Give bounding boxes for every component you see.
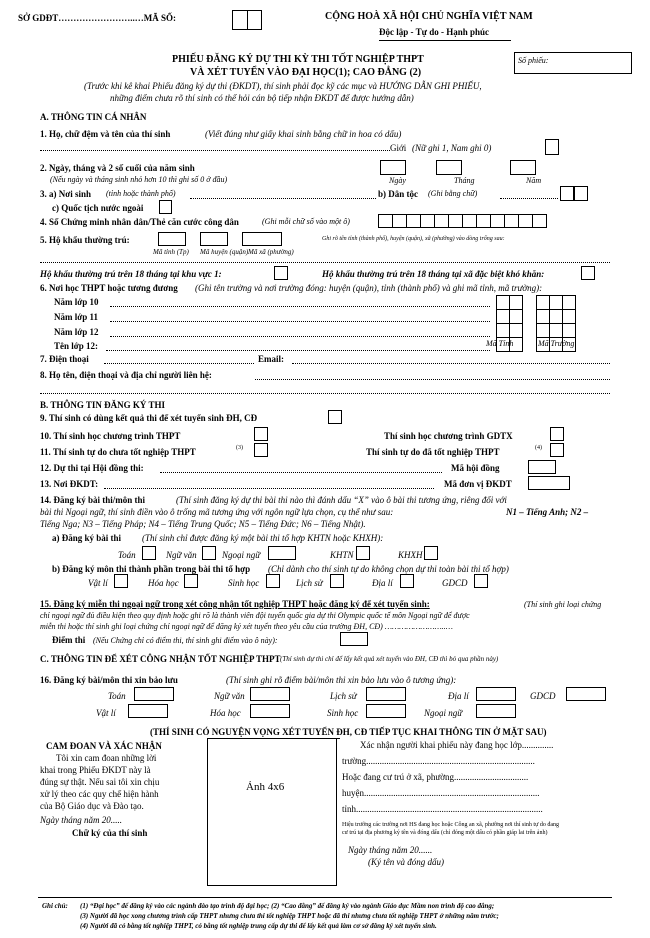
lop12-label: Năm lớp 12 (54, 327, 99, 337)
ma-huyen-box[interactable] (200, 232, 228, 246)
q13-label: 13. Nơi ĐKDT: (40, 479, 99, 489)
ma-truong-cell[interactable] (549, 309, 563, 324)
form-title-line2: VÀ XÉT TUYỂN VÀO ĐẠI HỌC(1); CAO ĐẲNG (2) (190, 67, 422, 78)
q14-label: 14. Đăng ký bài thi/môn thi (40, 495, 146, 505)
ma-xa-label: Mã xã (phường) (248, 248, 294, 256)
date-right: Ngày tháng năm 20...... (348, 845, 433, 855)
cam-doan-title: CAM ĐOAN VÀ XÁC NHẬN (46, 741, 162, 751)
xac-nhan-truong: trường........................................................................... (342, 756, 535, 766)
khxh-label: KHXH (398, 550, 423, 560)
q15-note1: (Thí sinh ghi loại chứng (524, 600, 602, 609)
toan-box[interactable] (142, 546, 156, 560)
ghi-chu-3: (4) Người đã có bằng tốt nghiệp THPT, có bằng tốt nghiệp trung cấp dự thi để lấy kết quả làm cơ sở đăng ký xét tuyển sinh. (80, 922, 437, 930)
diem-thi-box[interactable] (340, 632, 368, 646)
xac-nhan-cu-tru: Hoặc đang cư trú ở xã, phường................................. (342, 772, 529, 782)
q2-note: (Nếu ngày và tháng sinh nhỏ hơn 10 thì ghi số 0 ở đầu) (50, 175, 228, 184)
bl-dia-li-label: Địa lí (448, 691, 469, 701)
q10b-label: Thí sinh học chương trình GDTX (384, 431, 513, 441)
q16-note: (Thí sinh ghi rõ điểm bài/môn thi xin bảo lưu vào ô tương ứng): (226, 675, 457, 685)
ma-hoi-dong-box[interactable] (528, 460, 556, 474)
q3a-note: (tỉnh hoặc thành phố) (106, 189, 176, 198)
hk-khu-vuc1-label: Hộ khẩu thường trú trên 18 tháng tại khu vực 1: (40, 269, 222, 279)
q9-box[interactable] (328, 410, 342, 424)
gdcd-label: GDCD (442, 578, 468, 588)
q6-label: 6. Nơi học THPT hoặc tương đương (40, 283, 178, 293)
q14a-label: a) Đăng ký bài thi (52, 533, 122, 543)
q2-label: 2. Ngày, tháng và 2 số cuối của năm sinh (40, 163, 195, 173)
ma-truong-cell[interactable] (536, 309, 550, 324)
ma-hoi-dong-label: Mã hội đồng (451, 463, 500, 473)
cccd-digit-box[interactable] (518, 214, 533, 228)
cccd-digit-box[interactable] (476, 214, 491, 228)
so-gddt-label: SỞ GDĐT……………………..…MÃ SỐ: (18, 13, 177, 23)
xac-nhan-tinh: tỉnh................................................................................... (342, 804, 543, 814)
q9-label: 9. Thí sinh có dùng kết quả thi để xét tuyển sinh ĐH, CĐ (40, 413, 258, 423)
khtn-box[interactable] (356, 546, 370, 560)
q11b-label: Thí sinh tự do đã tốt nghiệp THPT (366, 447, 500, 457)
ma-truong-cell[interactable] (549, 295, 563, 310)
continue-note: (THÍ SINH CÓ NGUYỆN VỌNG XÉT TUYỂN ĐH, CĐ TIẾP TỤC KHAI THÔNG TIN Ở MẶT SAU) (150, 727, 547, 737)
ma-tinh-cell[interactable] (496, 295, 510, 310)
thang-box[interactable] (436, 160, 462, 175)
ma-tinh-cell[interactable] (509, 323, 523, 338)
bl-ngoai-ngu-label: Ngoại ngữ (424, 708, 463, 718)
q14-l3: Tiếng Nga; N3 – Tiếng Pháp; N4 – Tiếng Trung Quốc; N5 – Tiếng Đức; N6 – Tiếng Nhật). (40, 519, 366, 529)
ma-truong-cell[interactable] (536, 295, 550, 310)
q1-note: (Viết đúng như giấy khai sinh bằng chữ in hoa có dấu) (205, 129, 402, 139)
hk-xa-dbkk-label: Hộ khẩu thường trú trên 18 tháng tại xã đặc biệt khó khăn: (322, 269, 545, 279)
form-note-line1: (Trước khi kê khai Phiếu đăng ký dự thi (ĐKDT), thí sinh phải đọc kỹ các mục và HƯỚNG DẪN GHI PHIẾU, (84, 81, 482, 91)
q3b-label: b) Dân tộc (378, 189, 418, 199)
ma-tinh-tp-label: Mã tỉnh (Tp) (153, 248, 189, 256)
xac-nhan-note1: Hiệu trưởng các trường nơi HS đang học hoặc Công an xã, phường nơi thí sinh tự do đang (342, 822, 560, 828)
q10b-box[interactable] (550, 427, 564, 441)
cccd-digit-box[interactable] (532, 214, 547, 228)
ngu-van-box[interactable] (202, 546, 216, 560)
cccd-digit-box[interactable] (434, 214, 449, 228)
quoc-tich-box[interactable] (159, 200, 172, 214)
vat-li-label: Vật lí (88, 578, 108, 588)
cam-doan-line2: khai trong Phiếu ĐKDT này là (40, 765, 151, 775)
photo-label: Ảnh 4x6 (246, 781, 285, 793)
ma-huyen-label: Mã huyện (quận) (200, 248, 249, 256)
bl-sinh-hoc-box[interactable] (366, 704, 406, 718)
ma-don-vi-box[interactable] (528, 476, 570, 490)
ghi-chu-2: (3) Người đã học xong chương trình cấp THPT nhưng chưa thi tốt nghiệp THPT hoặc đã thi nhưng chưa tốt nghiệp THPT ở những năm trước; (80, 912, 499, 920)
q11-box[interactable] (254, 443, 268, 457)
ma-tinh-cell[interactable] (509, 309, 523, 324)
hk-khu-vuc1-box[interactable] (274, 266, 288, 280)
cccd-digit-box[interactable] (378, 214, 393, 228)
q14-codes: N1 – Tiếng Anh; N2 – (506, 507, 589, 517)
motto: Độc lập - Tự do - Hạnh phúc (379, 27, 490, 37)
ma-tinh-cell[interactable] (496, 323, 510, 338)
cccd-digit-box[interactable] (490, 214, 505, 228)
q1-fill-line[interactable] (40, 150, 390, 151)
xac-nhan-note2: cư trú tại địa phương ký tên và đóng dấu (chỉ đóng một dấu có phần giáp lai trên ảnh) (342, 830, 548, 836)
khxh-box[interactable] (424, 546, 438, 560)
bl-vat-li-box[interactable] (128, 704, 168, 718)
q5-note: Ghi rõ tên tỉnh (thành phố), huyện (quận), xã (phường) vào dòng trống sau: (322, 236, 505, 242)
ngay-box[interactable] (380, 160, 406, 175)
form-title-line1: PHIẾU ĐĂNG KÝ DỰ THI KỲ THI TỐT NGHIỆP THPT (172, 54, 424, 65)
cccd-digit-box[interactable] (392, 214, 407, 228)
country-name: CỘNG HOÀ XÃ HỘI CHỦ NGHĨA VIỆT NAM (325, 11, 533, 22)
so-phieu-label: Số phiếu: (518, 56, 549, 65)
cccd-digit-box[interactable] (504, 214, 519, 228)
lich-su-label: Lịch sử (296, 578, 323, 588)
sinh-hoc-box[interactable] (266, 574, 280, 588)
q11b-sup: (4) (535, 445, 542, 451)
toan-label: Toán (118, 550, 136, 560)
q11-sup: (3) (236, 445, 243, 451)
hoa-hoc-label: Hóa học (148, 578, 179, 588)
cccd-digit-box[interactable] (420, 214, 435, 228)
xac-nhan-line1: Xác nhận người khai phiếu này đang học lớp.............. (360, 740, 554, 750)
dan-toc-box[interactable] (560, 186, 574, 201)
dia-li-box[interactable] (400, 574, 414, 588)
bl-dia-li-box[interactable] (476, 687, 516, 701)
q14b-label: b) Đăng ký môn thi thành phần trong bài thi tổ hợp (52, 564, 251, 574)
q11b-box[interactable] (550, 443, 564, 457)
ghi-chu-1: (1) “Đại học” để đăng ký vào các ngành đào tạo trình độ đại học; (2) “Cao đẳng” để đăng ký vào ngành Giáo dục Mầm non trình độ cao đẳng; (80, 902, 495, 910)
ngu-van-label: Ngữ văn (166, 550, 197, 560)
ma-truong-label: Mã Trường (538, 339, 575, 348)
diem-thi-label: Điểm thi (52, 635, 86, 645)
ma-truong-cell[interactable] (562, 323, 576, 338)
bl-gdcd-label: GDCD (530, 691, 556, 701)
q4-label: 4. Số Chứng minh nhân dân/Thẻ căn cước công dân (40, 217, 239, 227)
section-c-note: (Thí sinh dự thi chỉ để lấy kết quả xét tuyển vào ĐH, CĐ thì bỏ qua phần này) (280, 655, 499, 663)
hk-xa-dbkk-box[interactable] (581, 266, 595, 280)
q12-label: 12. Dự thi tại Hội đồng thi: (40, 463, 144, 473)
q3a-label: 3. a) Nơi sinh (40, 189, 91, 199)
form-note-line2: những điểm chưa rõ thí sinh có thể hỏi cán bộ tiếp nhận ĐKDT để được hướng dẫn) (110, 93, 414, 103)
ma-tinh-cell[interactable] (496, 309, 510, 324)
gioi-note: (Nữ ghi 1, Nam ghi 0) (412, 143, 492, 153)
nam-label: Năm (526, 176, 542, 185)
sig-left-label: Chữ ký của thí sinh (72, 828, 148, 838)
cam-doan-line1: Tôi xin cam đoan những lời (56, 753, 157, 763)
thang-label: Tháng (454, 176, 475, 185)
q10-box[interactable] (254, 427, 268, 441)
hoa-hoc-box[interactable] (184, 574, 198, 588)
tenlop12-label: Tên lớp 12: (54, 341, 98, 351)
email-label: Email: (258, 354, 284, 364)
q5-label: 5. Hộ khẩu thường trú: (40, 235, 130, 245)
q15-label: 15. Đăng ký miễn thi ngoại ngữ trong xét công nhận tốt nghiệp THPT hoặc đăng ký để xét tuyển sinh: (40, 599, 430, 609)
lop11-label: Năm lớp 11 (54, 312, 98, 322)
q4-note: (Ghi mỗi chữ số vào một ô) (262, 217, 350, 226)
ngoai-ngu-label: Ngoại ngữ (222, 550, 261, 560)
ma-truong-cell[interactable] (549, 323, 563, 338)
q11-label: 11. Thí sinh tự do chưa tốt nghiệp THPT (40, 447, 196, 457)
ma-truong-cell[interactable] (562, 309, 576, 324)
ma-tinh-label: Mã Tỉnh (486, 339, 514, 348)
q16-label: 16. Đăng ký bài/môn thi xin bảo lưu (40, 675, 178, 685)
vat-li-box[interactable] (114, 574, 128, 588)
bl-ngu-van-box[interactable] (250, 687, 290, 701)
q15-note2: chỉ ngoại ngữ đủ điều kiện theo quy định hoặc ghi rõ là thành viên đội tuyển quốc gia dự thi Olympic quốc tế môn Ngoại ngữ để được (40, 611, 470, 620)
q7-label: 7. Điện thoại (40, 354, 89, 364)
gioi-label: Giới (390, 143, 407, 153)
q8-label: 8. Họ tên, điện thoại và địa chỉ người liên hệ: (40, 370, 212, 380)
ngoai-ngu-box[interactable] (268, 546, 296, 560)
ma-tinh-box[interactable] (158, 232, 186, 246)
dan-toc-box-2[interactable] (574, 186, 588, 201)
bl-ngu-van-label: Ngữ văn (214, 691, 245, 701)
bl-toan-box[interactable] (134, 687, 174, 701)
nam-box[interactable] (510, 160, 536, 175)
cccd-digit-box[interactable] (462, 214, 477, 228)
sinh-hoc-label: Sinh học (228, 578, 260, 588)
sig-right-label: (Ký tên và đóng dấu) (368, 857, 444, 867)
q14-note-l1: (Thí sinh đăng ký dự thi bài thi nào thì đánh dấu “X” vào ô bài thi tương ứng, riêng đối với (176, 495, 507, 505)
q3b-note: (Ghi bằng chữ) (428, 189, 478, 198)
section-b-title: B. THÔNG TIN ĐĂNG KÝ THI (40, 400, 166, 410)
ghi-chu-label: Ghi chú: (42, 902, 68, 910)
q10-label: 10. Thí sinh học chương trình THPT (40, 431, 181, 441)
cam-doan-line4: xử lý theo các quy chế hiện hành (40, 789, 159, 799)
ma-truong-cell[interactable] (562, 295, 576, 310)
cccd-digit-box[interactable] (406, 214, 421, 228)
diem-thi-note: (Nếu Chứng chỉ có điểm thi, thí sinh ghi điểm vào ô này): (93, 636, 278, 645)
q3c-label: c) Quốc tịch nước ngoài (52, 203, 144, 213)
bl-lich-su-label: Lịch sử (330, 691, 357, 701)
ma-don-vi-label: Mã đơn vị ĐKDT (444, 479, 512, 489)
bl-gdcd-box[interactable] (566, 687, 606, 701)
dia-li-label: Địa lí (372, 578, 393, 588)
bl-sinh-hoc-label: Sinh học (327, 708, 359, 718)
q14-note-l2: bài thi Ngoại ngữ, thí sinh điền vào ô trống mã tương ứng với ngôn ngữ lựa chọn, cụ thể như sau: (40, 507, 394, 517)
bl-ngoai-ngu-box[interactable] (476, 704, 516, 718)
xac-nhan-huyen: huyện.............................................................................. (342, 788, 540, 798)
q14a-note: (Thí sinh chỉ được đăng ký một bài thi tổ hợp KHTN hoặc KHXH): (142, 533, 384, 543)
photo-box[interactable] (207, 738, 337, 886)
khtn-label: KHTN (330, 550, 354, 560)
q14b-note: (Chỉ dành cho thí sinh tự do không chọn dự thi toàn bài thi tổ hợp) (268, 564, 509, 574)
q1-label: 1. Họ, chữ đệm và tên của thí sinh (40, 129, 171, 139)
lich-su-box[interactable] (330, 574, 344, 588)
cam-doan-line3: đúng sự thật. Nếu sai tôi xin chịu (40, 777, 160, 787)
bl-vat-li-label: Vật lí (96, 708, 116, 718)
gioi-box[interactable] (545, 139, 559, 155)
q6-note: (Ghi tên trường và nơi trường đóng: huyện (quận), tỉnh (thành phố) và ghi mã tỉnh, mã trường): (195, 283, 543, 293)
bl-hoa-hoc-label: Hóa học (210, 708, 241, 718)
bl-hoa-hoc-box[interactable] (250, 704, 290, 718)
cccd-digit-box[interactable] (448, 214, 463, 228)
section-a-title: A. THÔNG TIN CÁ NHÂN (40, 112, 147, 122)
gdcd-box[interactable] (474, 574, 488, 588)
bl-toan-label: Toán (108, 691, 126, 701)
q15-note3: miễn thi hoặc thí sinh ghi loại chứng chỉ ngoại ngữ để đăng ký xét tuyển theo yêu cầu của trường ĐH, CĐ) ……………………..… (40, 622, 453, 631)
bl-lich-su-box[interactable] (366, 687, 406, 701)
date-left: Ngày tháng năm 20..... (40, 815, 122, 825)
ma-xa-box[interactable] (242, 232, 282, 246)
cam-doan-line5: của Bộ Giáo dục và Đào tạo. (40, 801, 144, 811)
ma-truong-cell[interactable] (536, 323, 550, 338)
lop10-label: Năm lớp 10 (54, 297, 99, 307)
section-c-title: C. THÔNG TIN ĐỂ XÉT CÔNG NHẬN TỐT NGHIỆP THPT (40, 654, 281, 664)
ngay-label: Ngày (389, 176, 406, 185)
ma-tinh-cell[interactable] (509, 295, 523, 310)
